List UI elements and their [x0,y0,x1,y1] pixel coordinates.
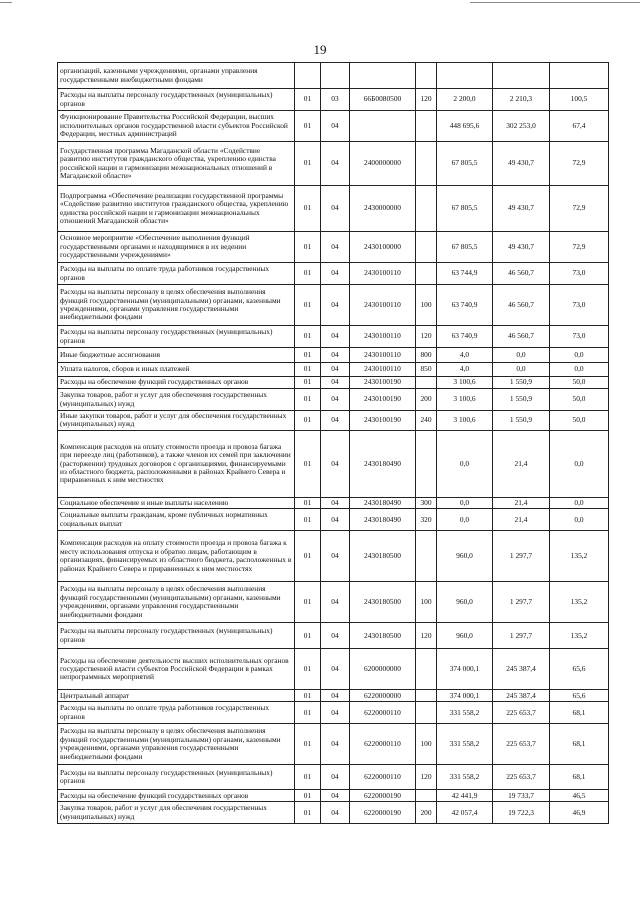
cell-pct: 50,0 [550,389,609,411]
cell-pr: 04 [321,377,350,389]
cell-pr: 04 [321,582,350,623]
table-row [58,497,609,508]
cell-vr: 800 [416,348,437,363]
cell-plan: 2 200,0 [437,89,493,111]
table-row [58,430,609,497]
cell-rz: 01 [295,326,321,348]
cell-cs: 2430100110 [350,348,416,363]
cell-fact: 19 733,7 [493,790,550,802]
cell-plan: 331 558,2 [437,702,493,724]
cell-plan: 331 558,2 [437,724,493,765]
cell-fact: 245 387,4 [493,690,550,702]
cell-plan: 4,0 [437,348,493,363]
cell-plan: 67 805,5 [437,232,493,263]
cell-plan: 63 744,9 [437,263,493,285]
cell-plan: 42 441,9 [437,790,493,802]
cell-pr: 04 [321,765,350,790]
cell-plan: 42 057,4 [437,802,493,824]
cell-pct [550,63,609,89]
table-row [58,111,609,142]
cell-cs: 2430100110 [350,263,416,285]
cell-vr: 120 [416,623,437,649]
cell-pct: 65,6 [550,649,609,690]
cell-rz: 01 [295,232,321,263]
table-row [58,263,609,285]
cell-fact: 49 430,7 [493,186,550,232]
table-row [58,765,609,790]
table-row [58,690,609,702]
cell-name: Закупка товаров, работ и услуг для обеспечения государственных (муниципальных) нужд [58,802,295,824]
cell-name: Закупка товаров, работ и услуг для обеспечения государственных (муниципальных) нужд [58,389,295,411]
cell-pct: 135,2 [550,531,609,582]
cell-cs: 2430100110 [350,363,416,377]
cell-fact: 225 653,7 [493,724,550,765]
table-row [58,285,609,326]
cell-vr: 300 [416,497,437,508]
cell-pct: 72,9 [550,232,609,263]
cell-name: Уплата налогов, сборов и иных платежей [58,363,295,377]
cell-cs: 2430100000 [350,232,416,263]
cell-rz: 01 [295,790,321,802]
table-row [58,582,609,623]
cell-plan: 3 100,6 [437,389,493,411]
table-row [58,363,609,377]
cell-pr: 04 [321,430,350,497]
cell-fact: 0,0 [493,363,550,377]
cell-fact: 46 560,7 [493,326,550,348]
cell-name: организаций, казенными учреждениями, органами управления государственными внебюджетными фондами [58,63,295,89]
cell-cs: 6220000110 [350,702,416,724]
cell-pr: 04 [321,497,350,508]
cell-pr: 04 [321,702,350,724]
cell-pr: 04 [321,142,350,186]
cell-fact: 21,4 [493,509,550,531]
cell-plan: 960,0 [437,623,493,649]
table-row [58,89,609,111]
cell-cs: 6220000110 [350,765,416,790]
cell-cs: 2430180500 [350,582,416,623]
cell-name: Иные закупки товаров, работ и услуг для обеспечения государственных (муниципальных) нужд [58,411,295,431]
cell-name: Функционирование Правительства Российской Федерации, высших исполнительных органов государственной власти субъектов Российской Федерации, местных администраций [58,111,295,142]
cell-pct: 73,0 [550,263,609,285]
cell-rz: 01 [295,348,321,363]
cell-vr: 100 [416,285,437,326]
cell-name: Расходы на обеспечение деятельности высших исполнительных органов государственной власти субъектов Российской Федерации в рамках непрограммных мероприятий [58,649,295,690]
cell-fact: 0,0 [493,348,550,363]
cell-fact: 1 297,7 [493,623,550,649]
cell-pr: 04 [321,649,350,690]
cell-pr: 04 [321,690,350,702]
cell-rz: 01 [295,285,321,326]
cell-plan: 0,0 [437,430,493,497]
cell-pr: 04 [321,724,350,765]
cell-vr [416,232,437,263]
cell-name: Расходы на выплаты персоналу в целях обеспечения выполнения функций государственными (муниципальными) органами, казенными учреждениями, органами управления государственными внебюджетными фондами [58,582,295,623]
cell-name: Расходы на выплаты по оплате труда работников государственных органов [58,263,295,285]
cell-cs: 2430180490 [350,497,416,508]
cell-vr [416,790,437,802]
cell-plan: 63 740,9 [437,285,493,326]
cell-fact: 1 550,9 [493,411,550,431]
cell-cs: 66Б0080500 [350,89,416,111]
cell-pct: 50,0 [550,377,609,389]
cell-pr: 04 [321,509,350,531]
cell-cs: 2430100190 [350,411,416,431]
cell-vr: 100 [416,724,437,765]
cell-vr [416,63,437,89]
cell-name: Подпрограмма «Обеспечение реализации государственной программы «Содействие развитию институтов гражданского общества, укреплению единства российской нации и гармонизации межнациональных отношений Магаданской области» [58,186,295,232]
cell-fact [493,63,550,89]
cell-rz: 01 [295,649,321,690]
table-row [58,702,609,724]
cell-fact: 21,4 [493,430,550,497]
cell-name: Компенсация расходов на оплату стоимости проезда и провоза багажа при переезде лиц (работников), а также членов их семей при заключении (расторжении) трудовых договоров с организациями, финансируемыми из областного бюджета, расположенными в районах Крайнего Севера и приравненных к ним местностях [58,430,295,497]
cell-pct: 73,0 [550,285,609,326]
cell-name: Расходы на выплаты по оплате труда работников государственных органов [58,702,295,724]
cell-plan: 960,0 [437,531,493,582]
cell-pr: 04 [321,111,350,142]
cell-pct: 0,0 [550,509,609,531]
cell-plan: 0,0 [437,497,493,508]
table-row [58,649,609,690]
cell-plan: 63 740,9 [437,326,493,348]
cell-vr [416,531,437,582]
cell-fact: 2 210,3 [493,89,550,111]
cell-fact: 1 297,7 [493,531,550,582]
cell-vr [416,702,437,724]
cell-name: Расходы на выплаты персоналу в целях обеспечения выполнения функций государственными (муниципальными) органами, казенными учреждениями, органами управления государственными внебюджетными фондами [58,285,295,326]
cell-fact: 46 560,7 [493,285,550,326]
cell-name: Расходы на выплаты персоналу государственных (муниципальных) органов [58,623,295,649]
cell-vr [416,649,437,690]
cell-pct: 0,0 [550,348,609,363]
cell-pct: 73,0 [550,326,609,348]
cell-name: Социальное обеспечение и иные выплаты населению [58,497,295,508]
cell-rz: 01 [295,363,321,377]
cell-fact: 21,4 [493,497,550,508]
cell-rz: 01 [295,702,321,724]
cell-fact: 19 722,3 [493,802,550,824]
cell-cs: 2430100190 [350,389,416,411]
cell-rz: 01 [295,411,321,431]
table-row [58,411,609,431]
cell-vr: 120 [416,89,437,111]
cell-cs: 2400000000 [350,142,416,186]
cell-cs: 6220000000 [350,690,416,702]
cell-fact: 49 430,7 [493,232,550,263]
table-row [58,63,609,89]
cell-pr: 04 [321,326,350,348]
cell-plan: 374 000,1 [437,649,493,690]
table-row [58,186,609,232]
cell-vr: 200 [416,389,437,411]
cell-rz: 01 [295,582,321,623]
cell-pct: 72,9 [550,142,609,186]
cell-rz: 01 [295,531,321,582]
table-row [58,142,609,186]
cell-pr: 04 [321,802,350,824]
page-number: 19 [313,42,327,57]
cell-vr [416,377,437,389]
cell-rz: 01 [295,186,321,232]
cell-plan: 67 805,5 [437,142,493,186]
cell-vr: 120 [416,326,437,348]
cell-plan: 67 805,5 [437,186,493,232]
cell-vr [416,111,437,142]
cell-pr: 04 [321,348,350,363]
scan-edge-line [0,2,12,3]
cell-rz: 01 [295,623,321,649]
cell-pct: 68,1 [550,702,609,724]
cell-pr: 04 [321,232,350,263]
table-row [58,531,609,582]
cell-pr: 04 [321,263,350,285]
cell-rz: 01 [295,111,321,142]
cell-fact: 302 253,0 [493,111,550,142]
cell-pct: 46,9 [550,802,609,824]
cell-vr: 120 [416,765,437,790]
cell-pct: 50,0 [550,411,609,431]
cell-pr: 04 [321,285,350,326]
cell-plan: 331 558,2 [437,765,493,790]
cell-rz: 01 [295,509,321,531]
cell-pct: 135,2 [550,623,609,649]
cell-rz: 01 [295,724,321,765]
cell-fact: 1 550,9 [493,389,550,411]
cell-name: Расходы на выплаты персоналу государственных (муниципальных) органов [58,89,295,111]
cell-rz: 01 [295,690,321,702]
cell-rz: 01 [295,263,321,285]
cell-cs [350,63,416,89]
table-row [58,377,609,389]
cell-vr [416,690,437,702]
table-row [58,724,609,765]
cell-cs: 2430100110 [350,285,416,326]
cell-vr: 240 [416,411,437,431]
cell-cs: 6220000190 [350,802,416,824]
table-row [58,623,609,649]
cell-pr: 04 [321,790,350,802]
cell-plan: 374 000,1 [437,690,493,702]
cell-rz: 01 [295,765,321,790]
cell-pct: 68,1 [550,765,609,790]
cell-pr: 04 [321,411,350,431]
cell-fact: 225 653,7 [493,702,550,724]
cell-vr [416,430,437,497]
cell-cs: 6200000000 [350,649,416,690]
cell-cs: 2430180490 [350,509,416,531]
cell-name: Расходы на выплаты персоналу в целях обеспечения выполнения функций государственными (муниципальными) органами, казенными учреждениями, органами управления государственными внебюджетными фондами [58,724,295,765]
cell-pr [321,63,350,89]
cell-pct: 72,9 [550,186,609,232]
cell-vr: 200 [416,802,437,824]
cell-pct: 68,1 [550,724,609,765]
cell-name: Компенсация расходов на оплату стоимости проезда и провоза багажа к месту использования отпуска и обратно лицам, работающим в организациях, финансируемых из областного бюджета, расположенных в районах Крайнего Севера и приравненных к ним местностях [58,531,295,582]
cell-name: Расходы на обеспечение функций государственных органов [58,790,295,802]
scan-edge-line [470,2,640,3]
budget-table [57,62,609,824]
cell-cs [350,111,416,142]
cell-rz: 01 [295,142,321,186]
cell-pr: 04 [321,531,350,582]
cell-fact: 1 550,9 [493,377,550,389]
cell-cs: 6220000190 [350,790,416,802]
cell-vr [416,186,437,232]
table-row [58,348,609,363]
cell-cs: 2430180490 [350,430,416,497]
cell-pct: 0,0 [550,363,609,377]
cell-cs: 2430100190 [350,377,416,389]
cell-rz: 01 [295,802,321,824]
cell-vr: 320 [416,509,437,531]
cell-vr: 100 [416,582,437,623]
cell-pr: 04 [321,623,350,649]
cell-pr: 04 [321,363,350,377]
cell-plan: 3 100,6 [437,411,493,431]
cell-fact: 49 430,7 [493,142,550,186]
cell-pct: 65,6 [550,690,609,702]
cell-pr: 03 [321,89,350,111]
table-row [58,509,609,531]
cell-name: Расходы на выплаты персоналу государственных (муниципальных) органов [58,326,295,348]
cell-rz: 01 [295,377,321,389]
table-row [58,326,609,348]
cell-rz: 01 [295,389,321,411]
cell-rz [295,63,321,89]
cell-vr: 850 [416,363,437,377]
cell-name: Расходы на выплаты персоналу государственных (муниципальных) органов [58,765,295,790]
cell-rz: 01 [295,89,321,111]
cell-cs: 2430180500 [350,531,416,582]
cell-rz: 01 [295,430,321,497]
cell-rz: 01 [295,497,321,508]
cell-plan: 0,0 [437,509,493,531]
cell-pct: 0,0 [550,430,609,497]
table-row [58,232,609,263]
cell-fact: 225 653,7 [493,765,550,790]
cell-name: Государственная программа Магаданской области «Содействие развитию институтов гражданского общества, укреплению единства российской нации и гармонизации межнациональных отношений в Магаданской области» [58,142,295,186]
cell-fact: 1 297,7 [493,582,550,623]
cell-pct: 0,0 [550,497,609,508]
cell-fact: 46 560,7 [493,263,550,285]
cell-pct: 46,5 [550,790,609,802]
cell-cs: 2430000000 [350,186,416,232]
cell-pr: 04 [321,389,350,411]
cell-plan [437,63,493,89]
cell-name: Иные бюджетные ассигнования [58,348,295,363]
cell-fact: 245 387,4 [493,649,550,690]
cell-plan: 3 100,6 [437,377,493,389]
cell-plan: 4,0 [437,363,493,377]
table-row [58,802,609,824]
cell-name: Расходы на обеспечение функций государственных органов [58,377,295,389]
cell-cs: 2430100110 [350,326,416,348]
cell-name: Основное мероприятие «Обеспечение выполнения функций государственными органами и находящимися в их ведении государственными учреждениями» [58,232,295,263]
cell-name: Социальные выплаты гражданам, кроме публичных нормативных социальных выплат [58,509,295,531]
cell-pr: 04 [321,186,350,232]
cell-vr [416,142,437,186]
cell-cs: 6220000110 [350,724,416,765]
cell-pct: 67,4 [550,111,609,142]
cell-vr [416,263,437,285]
cell-pct: 135,2 [550,582,609,623]
cell-pct: 100,5 [550,89,609,111]
cell-name: Центральный аппарат [58,690,295,702]
table-row [58,790,609,802]
table-row [58,389,609,411]
cell-cs: 2430180500 [350,623,416,649]
cell-plan: 448 695,6 [437,111,493,142]
cell-plan: 960,0 [437,582,493,623]
